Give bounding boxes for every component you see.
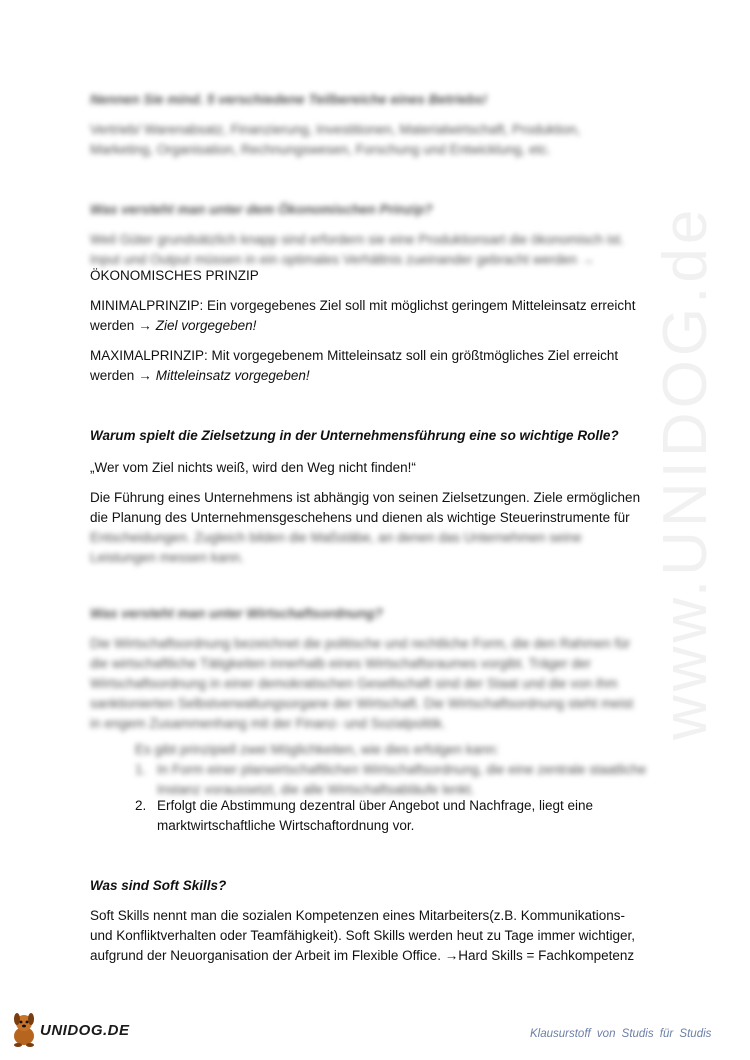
maximalprinzip-line-1: MAXIMALPRINZIP: Mit vorgegebenem Mitteleinsatz soll ein größtmögliches Ziel erreicht xyxy=(90,348,619,363)
answer-5-line-3: aufgrund der Neuorganisation der Arbeit im Flexible Office. →Hard Skills = Fachkompetenz xyxy=(90,948,635,963)
answer-1-line-1: Vertrieb/ Warenabsatz, Finanzierung, Investitionen, Materialwirtschaft, Produktion, xyxy=(90,122,581,137)
answer-5 xyxy=(90,906,660,966)
answer-5-line-1: Soft Skills nennt man die sozialen Kompetenzen eines Mitarbeiters(z.B. Kommunikations- xyxy=(90,908,626,923)
answer-4-line-2: die wirtschaftliche Tätigkeiten innerhalb eines Wirtschaftsraumes vorgibt. Träger der xyxy=(90,656,591,671)
list-item-2-line-2: marktwirtschaftliche Wirtschaftordnung vor. xyxy=(157,818,415,833)
footer-slogan: Klausurstoff von Studis für Studis xyxy=(530,1028,712,1040)
unidog-logo xyxy=(8,1010,168,1050)
question-1: Nennen Sie mind. 5 verschiedene Teilbereiche eines Betriebs! xyxy=(90,92,488,107)
logo-text: UNIDOG.DE xyxy=(40,1022,130,1039)
list-item-2-number: 2. xyxy=(135,798,147,813)
answer-5-line-2: und Konfliktverhalten oder Teamfähigkeit). Soft Skills werden heut zu Tage immer wichtiger, xyxy=(90,928,636,943)
arrow-icon: → xyxy=(138,368,152,383)
list-item-2-line-1: Erfolgt die Abstimmung dezentral über Angebot und Nachfrage, liegt eine xyxy=(157,798,594,813)
answer-4-line-4: sanktionierten Selbstverwaltungsorgane der Wirtschaft. Die Wirtschaftsordnung steht meist xyxy=(90,696,634,711)
dog-icon xyxy=(8,1010,40,1050)
list-item-1-line-1: In Form einer planwirtschaftlichen Wirtschaftsordnung, die eine zentrale staatliche xyxy=(157,762,647,777)
answer-1-line-2: Marketing, Organisation, Rechnungswesen, Forschung und Entwicklung, etc. xyxy=(90,142,551,157)
answer-2-line-1: Weil Güter grundsätzlich knapp sind erfordern sie eine Produktionsart die ökonomisch ist. xyxy=(90,232,625,247)
answer-3-blurred xyxy=(90,528,660,568)
answer-3-line-2: die Planung des Unternehmensgeschehens und dienen als wichtige Steuerinstrumente für xyxy=(90,510,630,525)
minimal-werden: werden xyxy=(90,318,135,333)
question-3: Warum spielt die Zielsetzung in der Unternehmensführung eine so wichtige Rolle? xyxy=(90,428,619,443)
answer-3-blur-line-2: Leistungen messen kann. xyxy=(90,550,244,565)
maximalprinzip-line-2 xyxy=(90,366,660,386)
answer-3-blur-line-1: Entscheidungen. Zugleich bilden die Maßstäbe, an denen das Unternehmen seine xyxy=(90,530,582,545)
minimalprinzip xyxy=(90,296,660,336)
answer-2-blurred xyxy=(90,230,660,270)
minimal-emphasis: Ziel vorgegeben! xyxy=(155,318,257,333)
quote: „Wer vom Ziel nichts weiß, wird den Weg nicht finden!“ xyxy=(90,460,416,475)
answer-4-intro-text: Es gibt prinzipiell zwei Möglichkeiten, wie dies erfolgen kann: xyxy=(135,742,499,757)
answer-3-line-1: Die Führung eines Unternehmens ist abhängig von seinen Zielsetzungen. Ziele ermöglichen xyxy=(90,490,641,505)
answer-1 xyxy=(90,120,660,160)
answer-4-blurred xyxy=(90,634,660,734)
answer-4-line-1: Die Wirtschaftsordnung bezeichnet die politische und rechtliche Form, die den Rahmen für xyxy=(90,636,631,651)
maximal-emphasis: Mitteleinsatz vorgegeben! xyxy=(155,368,310,383)
list-item-1-number: 1. xyxy=(135,762,147,777)
maximalprinzip xyxy=(90,346,660,386)
arrow-icon: → xyxy=(138,318,152,333)
answer-4-line-5: in engem Zusammenhang mit der Finanz- und Sozialpolitik. xyxy=(90,716,446,731)
minimalprinzip-line-2 xyxy=(90,316,660,336)
answer-3 xyxy=(90,488,660,528)
minimalprinzip-line-1: MINIMALPRINZIP: Ein vorgegebenes Ziel soll mit möglichst geringem Mitteleinsatz erreicht xyxy=(90,298,636,313)
watermark: www.UNIDOG.de xyxy=(651,205,720,740)
question-4: Was versteht man unter Wirtschaftsordnung? xyxy=(90,606,383,621)
answer-4-line-3: Wirtschaftsordnung in einer demokratischen Gesellschaft sind der Staat und die von ihm xyxy=(90,676,618,691)
question-2: Was versteht man unter dem Ökonomischen Prinzip? xyxy=(90,202,433,217)
question-5: Was sind Soft Skills? xyxy=(90,878,227,893)
list-item-1-line-2: Instanz voraussetzt, die alle Wirtschaftsabläufe lenkt. xyxy=(157,782,475,797)
maximal-werden: werden xyxy=(90,368,135,383)
oekonomisches-prinzip-heading: ÖKONOMISCHES PRINZIP xyxy=(90,268,259,283)
answer-2-line-2: Input und Output müssen in ein optimales Verhältnis zueinander gebracht werden → xyxy=(90,252,595,267)
